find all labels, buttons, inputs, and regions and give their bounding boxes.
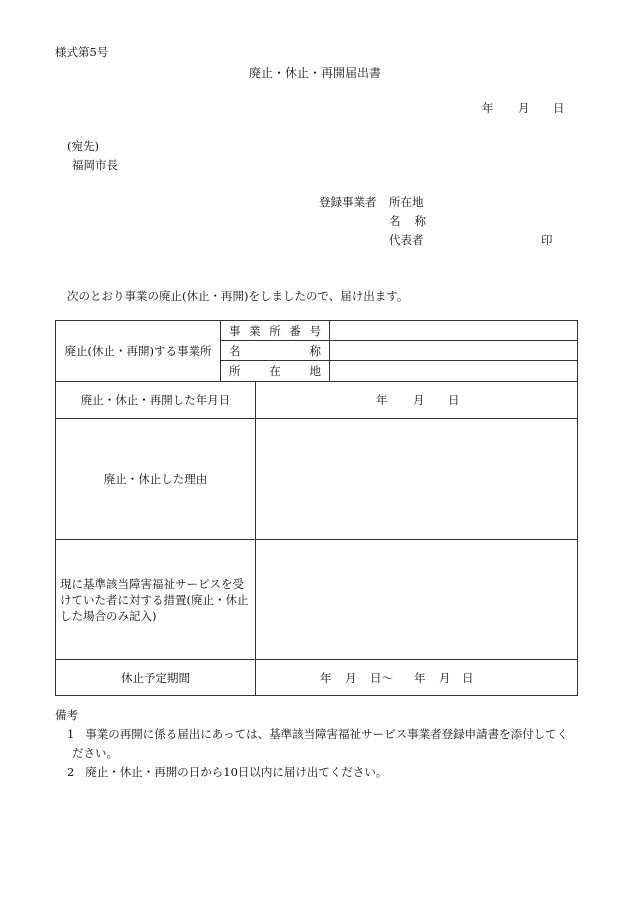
date-label: 廃止・休止・再開した年月日	[56, 382, 256, 419]
period-label: 休止予定期間	[56, 660, 256, 696]
header-date-month: 月	[518, 101, 530, 115]
registrant-representative-label: 代表者	[389, 233, 424, 247]
registrant-name-label: 名称	[389, 214, 440, 228]
notes-heading: 備考	[55, 708, 78, 722]
note-2	[67, 764, 387, 780]
office-location-text: 所 在 地	[229, 364, 321, 378]
document-title: 廃止・休止・再開届出書	[248, 66, 381, 80]
period-year-1: 年	[320, 670, 332, 685]
reason-label: 廃止・休止した理由	[56, 419, 256, 540]
form-number: 様式第5号	[55, 45, 109, 59]
note-2-number: 2	[67, 765, 75, 779]
date-year: 年	[376, 393, 388, 407]
date-day: 日	[448, 393, 460, 407]
header-date-year: 年	[482, 101, 494, 115]
office-location-label	[221, 361, 330, 382]
period-day-2: 日	[462, 670, 474, 685]
office-number-text: 事 業 所 番 号	[229, 323, 321, 338]
period-day-1: 日〜	[370, 670, 393, 685]
period-year-2: 年	[414, 670, 426, 685]
registrant-location-label: 所在地	[389, 195, 424, 209]
period-field[interactable]	[256, 660, 578, 696]
note-1-continuation: ださい。	[72, 746, 118, 760]
measures-field[interactable]	[256, 540, 578, 660]
note-1-text: 事業の再開に係る届出にあっては、基準該当障害福祉サービス事業者登録申請書を添付してく	[85, 727, 569, 741]
note-1	[67, 726, 568, 742]
seal-mark: 印	[541, 233, 553, 247]
office-number-field[interactable]	[330, 321, 578, 341]
period-month-1: 月	[345, 670, 357, 685]
period-month-2: 月	[439, 670, 451, 685]
date-field[interactable]	[256, 382, 578, 419]
note-2-text: 廃止・休止・再開の日から10日以内に届け出てください。	[85, 765, 388, 779]
measures-label: 現に基準該当障害福祉サービスを受けていた者に対する措置(廃止・休止した場合のみ記入)	[60, 576, 249, 623]
office-label: 廃止(休止・再開)する事業所	[56, 321, 221, 382]
registrant-label: 登録事業者	[319, 195, 377, 209]
office-location-field[interactable]	[330, 361, 578, 382]
addressee-name: 福岡市長	[72, 158, 118, 172]
note-1-number: 1	[67, 727, 75, 741]
date-month: 月	[413, 393, 425, 407]
office-name-text: 名 称	[229, 343, 321, 358]
office-number-label	[221, 321, 330, 341]
addressee-label: (宛先)	[67, 139, 99, 153]
measures-label-cell	[56, 540, 256, 660]
notification-form-table	[55, 320, 578, 696]
reason-field[interactable]	[256, 419, 578, 540]
office-name-label	[221, 341, 330, 361]
office-name-field[interactable]	[330, 341, 578, 361]
header-date-day: 日	[553, 101, 565, 115]
intro-text: 次のとおり事業の廃止(休止・再開)をしましたので、届け出ます。	[67, 289, 409, 303]
